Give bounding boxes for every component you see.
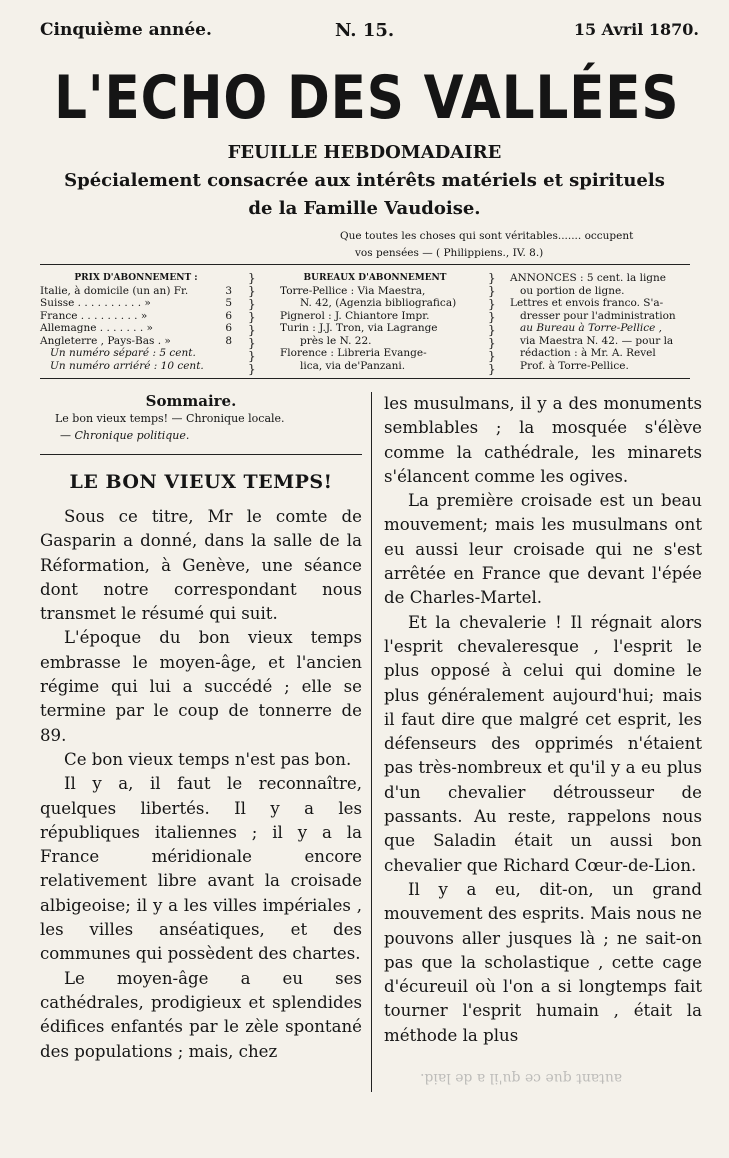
left-column bbox=[40, 392, 362, 1064]
sommaire-rule bbox=[40, 454, 362, 455]
header-rule bbox=[40, 264, 690, 265]
bureaux-line: Florence : Libreria Evange- bbox=[280, 347, 427, 359]
boxes-rule bbox=[40, 378, 690, 379]
annonces-line: Lettres et envois franco. S'a- bbox=[510, 297, 664, 309]
box-separator: } } } } } } } } bbox=[248, 271, 256, 376]
annonces-line: rédaction : à Mr. A. Revel bbox=[520, 347, 656, 359]
bureaux-title: BUREAUX D'ABONNEMENT bbox=[303, 273, 447, 283]
price-row: Suisse . . . . . . . . . . » 5 bbox=[40, 297, 232, 309]
bureaux-line: Torre-Pellice : Via Maestra, bbox=[280, 284, 426, 297]
annonces-box bbox=[510, 272, 690, 372]
annonces-line: via Maestra N. 42. — pour la bbox=[520, 334, 674, 347]
article-paragraph: Le moyen-âge a eu ses cathédrales, prodigieux et splendides édifices enfantés par le zèle spontané des populations ; mais, chez bbox=[40, 968, 362, 1061]
annonces-line: au Bureau à Torre-Pellice , bbox=[520, 322, 662, 334]
bureaux-line: près le N. 22. bbox=[300, 334, 372, 347]
price-row: France . . . . . . . . . » 6 bbox=[40, 309, 232, 322]
issue-year: Cinquième année. bbox=[40, 20, 212, 40]
article-paragraph: Et la chevalerie ! Il régnait alors l'esprit chevaleresque , l'esprit le plus opposé à celui qui domine le plus généralement aujourd'hui; mais il faut dire que malgré cet esprit, les défenseurs des opprimés n'étaient pas très-nombreux et qu'il y a eu plus d'un chevalier détrousseur de passants. Au reste, rappelons nous que Saladin était un aussi bon chevalier que Richard Cœur-de-Lion. bbox=[384, 612, 702, 875]
article-paragraph: Il y a, il faut le reconnaître, quelques libertés. Il y a les républiques italiennes ; il y a la France méridionale encore relativement libre avant la croisade albigeoise; il y a les villes impériales , les villes anséatiques, et des communes qui possèdent des chartes. bbox=[40, 774, 362, 964]
epigraph-line-1: Que toutes les choses qui sont véritables....... occupent bbox=[340, 230, 634, 242]
article-paragraph: La première croisade est un beau mouvement; mais les musulmans ont eu aussi leur croisade qui ne s'est arrêtée en France que devant l'épée de Charles-Martel. bbox=[384, 491, 702, 608]
bureaux-line: Pignerol : J. Chiantore Impr. bbox=[280, 309, 430, 322]
box-separator: } } } } } } } } bbox=[488, 271, 496, 376]
right-column bbox=[384, 392, 702, 1048]
article-paragraph: les musulmans, il y a des monuments semblables ; la mosquée s'élève comme la cathédrale, les minarets s'élancent comme les ogives. bbox=[384, 394, 702, 486]
annonces-line: ou portion de ligne. bbox=[520, 284, 625, 297]
bleed-through-text: autant que ce qu'il a de laid. bbox=[420, 1070, 623, 1086]
annonces-line: ANNONCES : 5 cent. la ligne bbox=[510, 272, 666, 284]
annonces-line: dresser pour l'administration bbox=[520, 309, 676, 322]
subtitle-weekly: FEUILLE HEBDOMADAIRE bbox=[227, 142, 502, 163]
issue-date: 15 Avril 1870. bbox=[573, 20, 699, 39]
price-row: Italie, à domicile (un an) Fr. 3 bbox=[40, 284, 232, 297]
sommaire-line-2: — Chronique politique. bbox=[60, 429, 190, 442]
issue-header bbox=[40, 20, 699, 46]
bureaux-box bbox=[280, 272, 470, 372]
subtitle-family: de la Famille Vaudoise. bbox=[248, 198, 481, 219]
subscription-box bbox=[40, 272, 232, 372]
subscription-title: PRIX D'ABONNEMENT : bbox=[74, 273, 198, 283]
article-paragraph: Sous ce titre, Mr le comte de Gasparin a donné, dans la salle de la Réformation, à Genève, une séance dont notre correspondant nous transmet le résumé qui suit. bbox=[40, 507, 362, 624]
article-title: LE BON VIEUX TEMPS! bbox=[69, 471, 333, 493]
bureaux-line: N. 42, (Agenzia bibliografica) bbox=[300, 297, 457, 309]
column-divider bbox=[371, 392, 372, 1092]
sommaire-title: Sommaire. bbox=[145, 392, 237, 410]
price-row: Angleterre , Pays-Bas . » 8 bbox=[40, 334, 232, 347]
annonces-line: Prof. à Torre-Pellice. bbox=[520, 359, 629, 372]
article-paragraph: Il y a eu, dit-on, un grand mouvement des esprits. Mais nous ne pouvons aller jusques là ; ne sait-on pas que la scholastique , cette cage d'écureuil où l'on a si longtemps fait tourner l'esprit humain , était la méthode la plus bbox=[384, 879, 702, 1045]
back-issue-note: Un numéro arriéré : 10 cent. bbox=[50, 359, 204, 372]
issue-number: N. 15. bbox=[335, 20, 395, 41]
epigraph-line-2: vos pensées — ( Philippiens., IV. 8.) bbox=[355, 247, 544, 259]
bureaux-line: lica, via de'Panzani. bbox=[300, 359, 406, 372]
sommaire-line-1: Le bon vieux temps! — Chronique locale. bbox=[55, 412, 285, 425]
subtitle-purpose: Spécialement consacrée aux intérêts matériels et spirituels bbox=[64, 170, 665, 191]
single-issue-note: Un numéro séparé : 5 cent. bbox=[50, 347, 196, 359]
article-paragraph: Ce bon vieux temps n'est pas bon. bbox=[64, 749, 352, 769]
newspaper-title: L'ECHO DES VALLÉES bbox=[54, 63, 680, 133]
price-row: Allemagne . . . . . . . » 6 bbox=[40, 322, 232, 334]
article-paragraph: L'époque du bon vieux temps embrasse le moyen-âge, et l'ancien régime qui lui a succédé ; elle se termine par le coup de tonnerre de 89. bbox=[40, 628, 362, 745]
bureaux-line: Turin : J.J. Tron, via Lagrange bbox=[280, 322, 438, 334]
